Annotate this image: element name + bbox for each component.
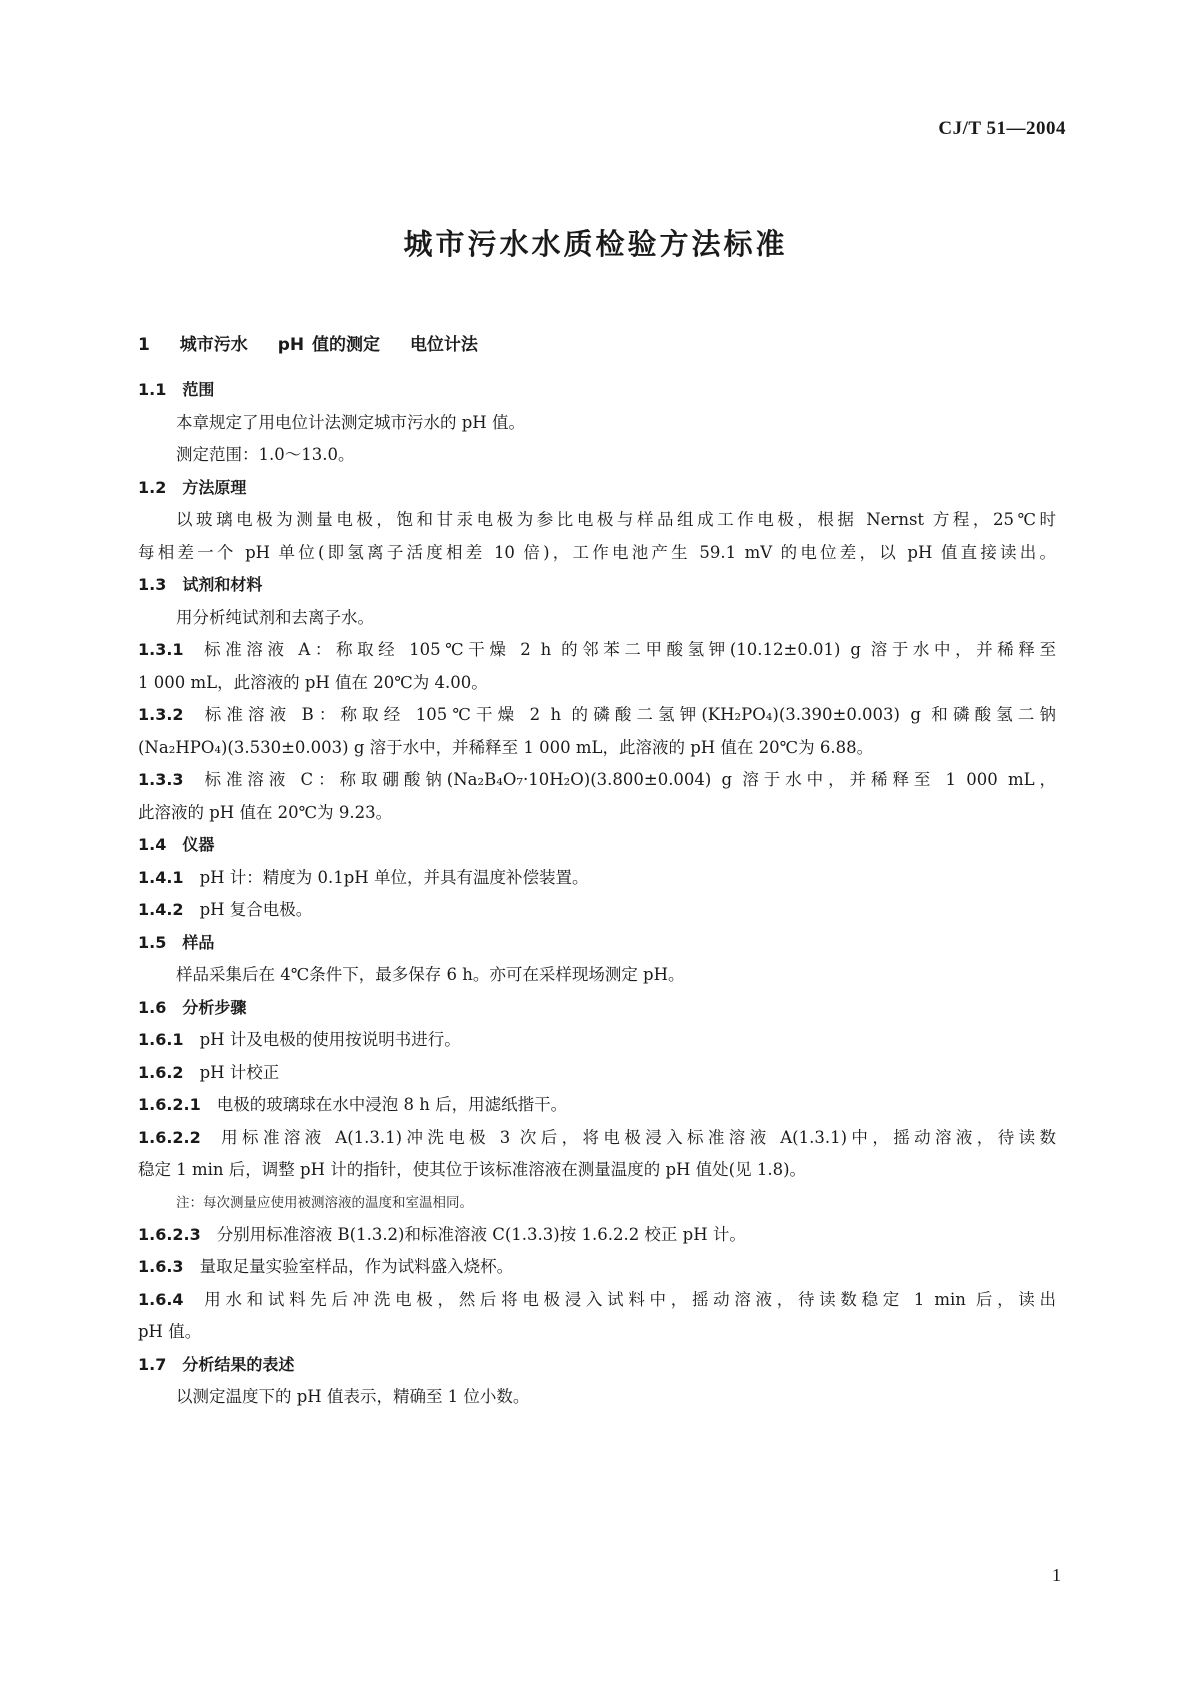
line-text: 每相差一个 pH 单位(即氢离子活度相差 10 倍)，工作电池产生 59.1 mV 的电位差，以 pH 值直接读出。 [138, 542, 1056, 562]
line-text: 用水和试料先后冲洗电极，然后将电极浸入试料中，摇动溶液，待读数稳定 1 min 后，读出 [199, 1289, 1056, 1309]
paragraph-line [138, 602, 1056, 635]
clause-number: 1.6.2.1 [138, 1095, 201, 1114]
line-text: (Na₂HPO₄)(3.530±0.003) g 溶于水中，并稀释至 1 000 mL，此溶液的 pH 值在 20℃为 6.88。 [138, 737, 874, 757]
subsection-title: 范围 [182, 380, 215, 399]
clause-number: 1.6.3 [138, 1257, 184, 1276]
paragraph-line [138, 439, 1056, 472]
line-text: 以测定温度下的 pH 值表示，精确至 1 位小数。 [176, 1387, 530, 1406]
clause-number: 1.6.2 [138, 1062, 184, 1082]
clause-number: 1.5 [138, 932, 167, 952]
section-title-part: 城市污水 [179, 335, 248, 355]
line-text: 量取足量实验室样品，作为试料盛入烧杯。 [199, 1257, 514, 1276]
subsection-heading [138, 829, 1056, 862]
subsection-heading [138, 374, 1056, 407]
line-text: 1 000 mL，此溶液的 pH 值在 20℃为 4.00。 [138, 672, 488, 692]
paragraph-line [138, 667, 1056, 700]
clause-number: 1.6.2.3 [138, 1224, 201, 1244]
subsection-title: 试剂和材料 [182, 575, 263, 594]
clause-line [138, 1284, 1056, 1317]
paragraph-line [138, 959, 1056, 992]
standard-code: CJ/T 51—2004 [938, 118, 1066, 139]
line-text: 稳定 1 min 后，调整 pH 计的指针，使其位于该标准溶液在测量温度的 pH 值处(见 1.8)。 [138, 1160, 807, 1179]
paragraph-line [138, 1381, 1056, 1414]
note-line [138, 1187, 1056, 1219]
page-number: 1 [1052, 1565, 1061, 1585]
clause-number: 1.6 [138, 997, 167, 1017]
subsection-title: 分析步骤 [182, 997, 247, 1017]
line-text: pH 计：精度为 0.1pH 单位，并具有温度补偿装置。 [199, 867, 589, 887]
clause-number: 1.4 [138, 835, 167, 854]
document-title: 城市污水水质检验方法标准 [403, 227, 788, 261]
paragraph-line [138, 732, 1056, 765]
clause-number: 1.3.2 [138, 705, 184, 724]
subsection-heading [138, 569, 1056, 602]
clause-line [138, 894, 1056, 927]
clause-number: 1.2 [138, 477, 167, 497]
line-text: 测定范围：1.0～13.0。 [176, 445, 355, 464]
clause-line [138, 1219, 1056, 1252]
clause-number: 1.4.1 [138, 867, 184, 887]
subsection-heading [138, 472, 1056, 505]
paragraph-line [138, 407, 1056, 440]
subsection-title: 分析结果的表述 [182, 1354, 295, 1374]
line-text: 用分析纯试剂和去离子水。 [176, 607, 374, 627]
line-text: 此溶液的 pH 值在 20℃为 9.23。 [138, 802, 393, 822]
line-text: 以玻璃电极为测量电极，饱和甘汞电极为参比电极与样品组成工作电极，根据 Nernst 方程，25℃时 [176, 510, 1056, 529]
line-text: pH 计及电极的使用按说明书进行。 [199, 1030, 461, 1049]
line-text: pH 复合电极。 [199, 900, 313, 919]
clause-line [138, 1089, 1056, 1122]
clause-number: 1.3.1 [138, 640, 184, 659]
clause-line [138, 1057, 1056, 1090]
line-text: 标准溶液 B：称取经 105℃干燥 2 h 的磷酸二氢钾(KH₂PO₄)(3.390±0.003) g 和磷酸氢二钠 [199, 705, 1056, 724]
line-text: 分别用标准溶液 B(1.3.2)和标准溶液 C(1.3.3)按 1.6.2.2 校正 pH 计。 [216, 1224, 746, 1244]
clause-line [138, 1251, 1056, 1284]
paragraph-line [138, 537, 1056, 570]
clause-number: 1.1 [138, 380, 167, 399]
clause-number: 1.6.1 [138, 1030, 184, 1049]
section-number: 1 [138, 335, 150, 355]
paragraph-line [138, 1154, 1056, 1187]
line-text: 标准溶液 C：称取硼酸钠(Na₂B₄O₇·10H₂O)(3.800±0.004) g 溶于水中，并稀释至 1 000 mL， [199, 770, 1056, 789]
clause-number: 1.6.4 [138, 1289, 184, 1309]
line-text: 标准溶液 A：称取经 105℃干燥 2 h 的邻苯二甲酸氢钾(10.12±0.01) g 溶于水中，并稀释至 [199, 640, 1056, 659]
subsection-heading [138, 927, 1056, 960]
paragraph-line [138, 1316, 1056, 1349]
line-text: pH 值。 [138, 1322, 202, 1341]
section-title-part: pH 值的测定 [277, 335, 381, 355]
section-heading [138, 330, 500, 355]
subsection-title: 样品 [182, 932, 215, 952]
clause-number: 1.3.3 [138, 770, 184, 789]
subsection-title: 仪器 [182, 835, 215, 854]
line-text: 本章规定了用电位计法测定城市污水的 pH 值。 [176, 412, 525, 432]
clause-line [138, 764, 1056, 797]
clause-number: 1.4.2 [138, 900, 184, 919]
clause-line [138, 1024, 1056, 1057]
document-body [138, 374, 1056, 1414]
clause-number: 1.3 [138, 575, 167, 594]
subsection-heading [138, 1349, 1056, 1382]
line-text: 用标准溶液 A(1.3.1)冲洗电极 3 次后，将电极浸入标准溶液 A(1.3.1)中，摇动溶液，待读数 [216, 1127, 1056, 1147]
clause-line [138, 1122, 1056, 1155]
clause-number: 1.6.2.2 [138, 1127, 201, 1147]
clause-line [138, 862, 1056, 895]
line-text: 注：每次测量应使用被测溶液的温度和室温相同。 [176, 1194, 473, 1211]
line-text: 样品采集后在 4℃条件下，最多保存 6 h。亦可在采样现场测定 pH。 [176, 965, 685, 984]
section-title-part: 电位计法 [409, 335, 478, 355]
subsection-title: 方法原理 [182, 477, 247, 497]
subsection-heading [138, 992, 1056, 1025]
paragraph-line [138, 797, 1056, 830]
line-text: 电极的玻璃球在水中浸泡 8 h 后，用滤纸揩干。 [216, 1095, 568, 1114]
clause-line [138, 699, 1056, 732]
clause-line [138, 634, 1056, 667]
paragraph-line [138, 504, 1056, 537]
clause-number: 1.7 [138, 1354, 167, 1374]
line-text: pH 计校正 [199, 1062, 280, 1082]
